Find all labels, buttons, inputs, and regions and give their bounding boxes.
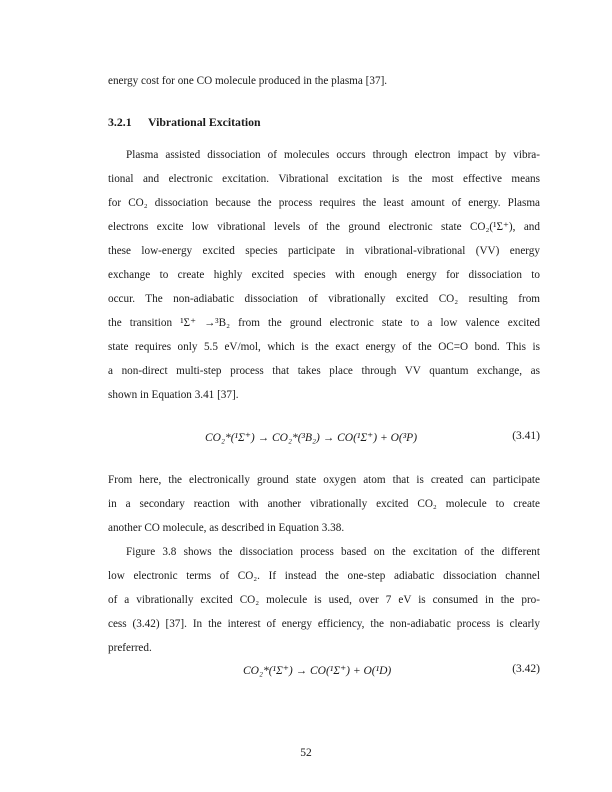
text-line: state requires only 5.5 eV/mol, which is the exact energy of the OC=O bond. This is [108, 341, 540, 353]
text-line: in a secondary reaction with another vibrationally excited CO₂ molecule to create [108, 498, 540, 510]
text-line: Figure 3.8 shows the dissociation process based on the excitation of the different [126, 546, 540, 558]
text-line: electrons excite low vibrational levels of the ground electronic state CO₂(¹Σ⁺), and [108, 221, 540, 233]
text-line: occur. The non-adiabatic dissociation of vibrationally excited CO₂ resulting from [108, 293, 540, 305]
text-line: tional and electronic excitation. Vibrational excitation is the most effective means [108, 173, 540, 185]
text-line: a non-direct multi-step process that takes place through VV quantum exchange, as [108, 365, 540, 377]
section-number: 3.2.1 [108, 115, 132, 129]
text-line: shown in Equation 3.41 [37]. [108, 389, 239, 401]
section-title: Vibrational Excitation [148, 115, 261, 129]
text-line: for CO₂ dissociation because the process requires the least amount of energy. Plasma [108, 197, 540, 209]
equation-number: (3.42) [512, 663, 540, 675]
text-line: the transition ¹Σ⁺ →³B₂ from the ground electronic state to a low valence excited [108, 317, 540, 329]
intro-line: energy cost for one CO molecule produced in the plasma [37]. [108, 75, 388, 87]
section-heading [108, 115, 261, 130]
text-line: of a vibrationally excited CO₂ molecule is used, over 7 eV is consumed in the pro- [108, 594, 540, 606]
text-line: Plasma assisted dissociation of molecules occurs through electron impact by vibra- [126, 149, 540, 161]
equation-number: (3.41) [512, 430, 540, 442]
text-line: these low-energy excited species participate in vibrational-vibrational (VV) energy [108, 245, 540, 257]
text-line: exchange to create highly excited species with enough energy for dissociation to [108, 269, 540, 281]
text-line: preferred. [108, 642, 152, 654]
text-line: another CO molecule, as described in Equation 3.38. [108, 522, 345, 534]
text-line: low electronic terms of CO₂. If instead the one-step adiabatic dissociation channel [108, 570, 540, 582]
page-number: 52 [300, 747, 312, 759]
equation-text: CO₂*(¹Σ⁺) → CO₂*(³B₂) → CO(¹Σ⁺) + O(³P) [205, 432, 418, 444]
equation-text: CO₂*(¹Σ⁺) → CO(¹Σ⁺) + O(¹D) [243, 665, 392, 677]
text-line: From here, the electronically ground state oxygen atom that is created can participate [108, 474, 540, 486]
text-line: cess (3.42) [37]. In the interest of energy efficiency, the non-adiabatic process is clearly [108, 618, 540, 630]
